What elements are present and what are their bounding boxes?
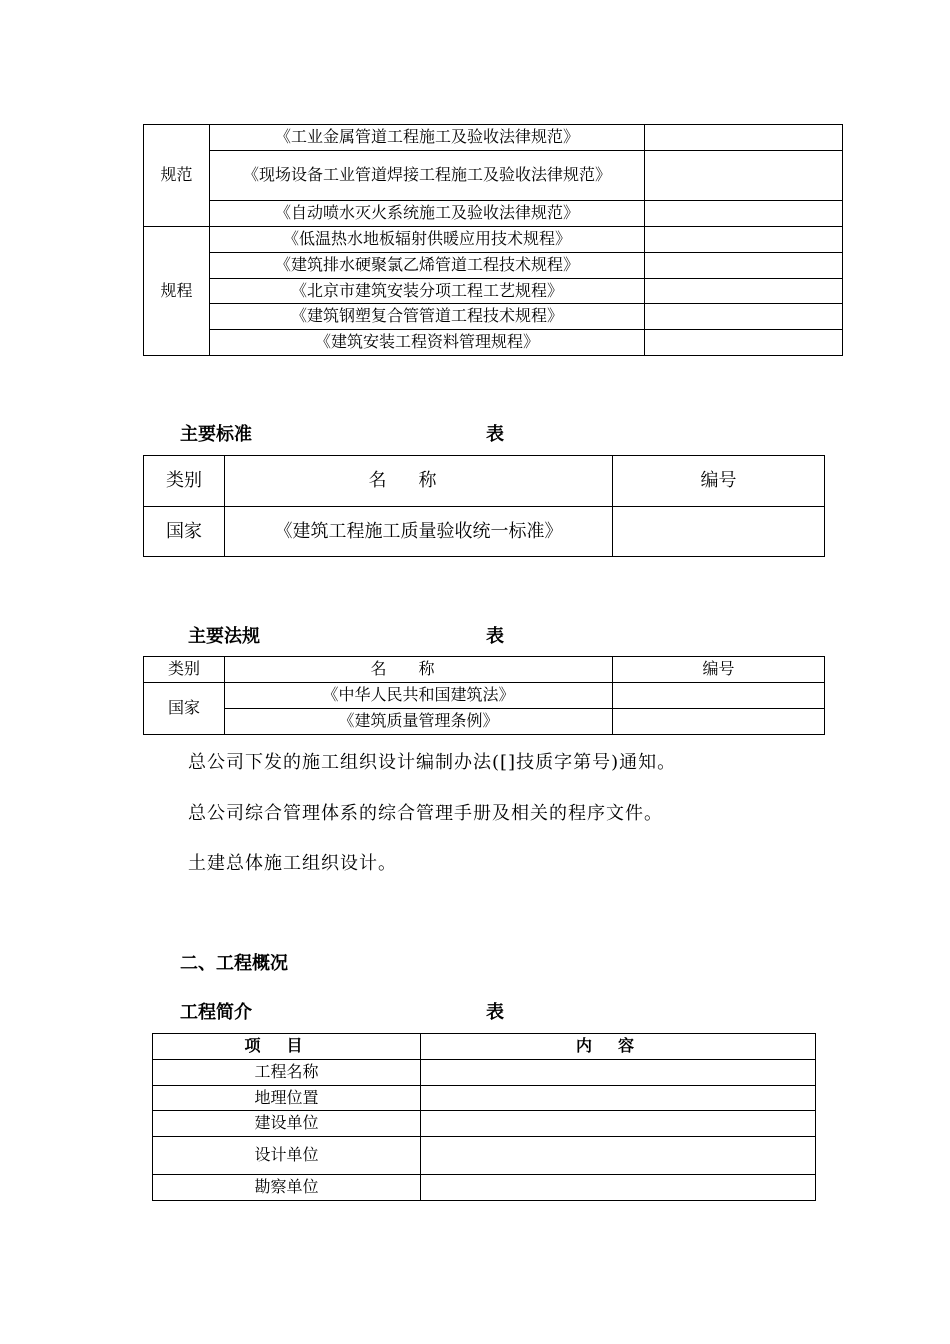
header-category: 类别 — [144, 657, 225, 683]
overview-value — [421, 1060, 816, 1086]
overview-item: 勘察单位 — [153, 1175, 421, 1201]
spec-number — [645, 201, 843, 227]
standards-table — [143, 455, 825, 557]
regulation-name: 《建筑质量管理条例》 — [225, 709, 613, 735]
section-title: 二、工程概况 — [180, 953, 288, 974]
overview-value — [421, 1175, 816, 1201]
overview-value — [421, 1086, 816, 1111]
paragraph: 总公司下发的施工组织设计编制办法([]技质字第号)通知。 — [188, 752, 677, 773]
regulations-caption-table: 表 — [486, 626, 504, 647]
header-number: 编号 — [613, 456, 825, 507]
specs-table — [143, 124, 843, 356]
spec-name: 《建筑钢塑复合管管道工程技术规程》 — [210, 304, 645, 330]
spec-name: 《北京市建筑安装分项工程工艺规程》 — [210, 279, 645, 304]
header-content: 内容 — [421, 1034, 816, 1060]
standards-caption-table: 表 — [486, 424, 504, 445]
overview-value — [421, 1137, 816, 1175]
category-cell: 规程 — [144, 227, 210, 356]
spec-number — [645, 125, 843, 151]
category-cell: 规范 — [144, 125, 210, 227]
category-cell: 国家 — [144, 507, 225, 557]
overview-value — [421, 1111, 816, 1137]
header-category: 类别 — [144, 456, 225, 507]
spec-number — [645, 227, 843, 253]
spec-number — [645, 151, 843, 201]
spec-name: 《现场设备工业管道焊接工程施工及验收法律规范》 — [210, 151, 645, 201]
spec-name: 《工业金属管道工程施工及验收法律规范》 — [210, 125, 645, 151]
spec-name: 《低温热水地板辐射供暖应用技术规程》 — [210, 227, 645, 253]
spec-name: 《建筑安装工程资料管理规程》 — [210, 330, 645, 356]
standards-caption: 主要标准 — [180, 424, 252, 445]
header-name: 名称 — [225, 456, 613, 507]
regulations-caption: 主要法规 — [188, 626, 260, 647]
category-cell: 国家 — [144, 683, 225, 735]
overview-caption: 工程简介 — [180, 1002, 252, 1023]
paragraph: 总公司综合管理体系的综合管理手册及相关的程序文件。 — [188, 803, 663, 824]
spec-number — [645, 330, 843, 356]
header-name: 名称 — [225, 657, 613, 683]
overview-item: 地理位置 — [153, 1086, 421, 1111]
overview-item: 建设单位 — [153, 1111, 421, 1137]
paragraph: 土建总体施工组织设计。 — [188, 853, 397, 874]
regulation-name: 《中华人民共和国建筑法》 — [225, 683, 613, 709]
overview-item: 设计单位 — [153, 1137, 421, 1175]
header-item: 项目 — [153, 1034, 421, 1060]
standard-name: 《建筑工程施工质量验收统一标准》 — [225, 507, 613, 557]
regulation-number — [613, 683, 825, 709]
spec-number — [645, 253, 843, 279]
overview-table — [152, 1033, 816, 1201]
spec-name: 《自动喷水灭火系统施工及验收法律规范》 — [210, 201, 645, 227]
spec-number — [645, 279, 843, 304]
spec-number — [645, 304, 843, 330]
overview-caption-table: 表 — [486, 1002, 504, 1023]
header-number: 编号 — [613, 657, 825, 683]
overview-item: 工程名称 — [153, 1060, 421, 1086]
regulations-table — [143, 656, 825, 735]
regulation-number — [613, 709, 825, 735]
spec-name: 《建筑排水硬聚氯乙烯管道工程技术规程》 — [210, 253, 645, 279]
standard-number — [613, 507, 825, 557]
